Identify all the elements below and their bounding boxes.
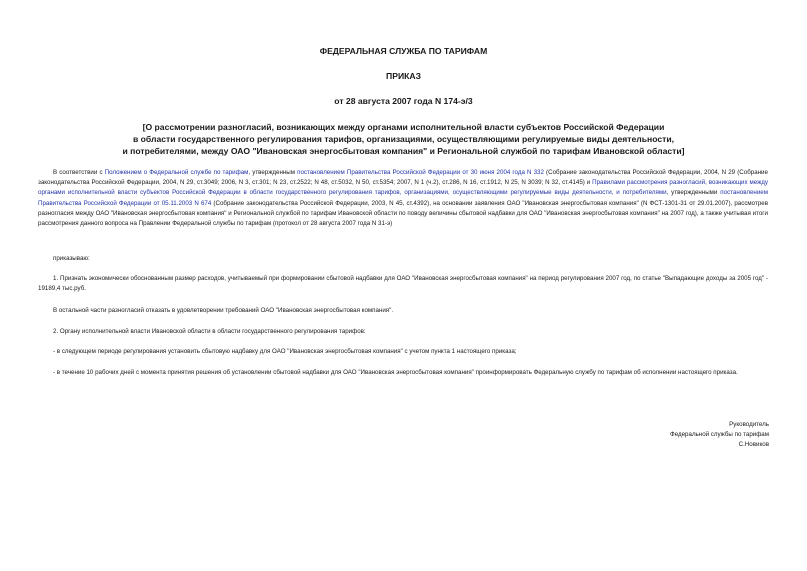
preamble-paragraph (38, 168, 768, 229)
preamble-text: В соответствии с (53, 169, 105, 176)
signature-name: С.Новиков (738, 441, 769, 449)
document-type: ПРИКАЗ (386, 71, 421, 81)
signature-position: Руководитель (729, 421, 769, 428)
item-2-subpoint-2: - в течение 10 рабочих дней с момента принятия решения об установлении сбытовой надбавки для ОАО "Ивановская энергосбытовая компания" проинформировать Федеральную службу по тарифам об исполнении настоящего приказа. (53, 369, 738, 376)
preamble-text: (Собрание законодательства Российской Федерации, 2004, N 29 (Собрание законодательства Российской Федерации, 2004, N 29, ст.3049; 2006, N 3, ст.301; N 23, ст.2522; N 48, ст.5032, N 50, ст.5354; 2007, N 1 (ч.2), ст.286, N 16, ст.1912, N 25, N 3039; N 32, ст.4145) и (38, 169, 768, 187)
preamble-text: , утвержденными (666, 189, 721, 197)
item-1-paragraph: 1. Признать экономически обоснованным размер расходов, учитываемый при формировании сбытовой надбавки для ОАО "Ивановская энергосбытовая компания" на период регулирования 2007 год, по статье "Выпадающие доходы за 2005 год" - 19189,4 тыс.руб. (38, 275, 768, 293)
title-line: в области государственного регулирования тарифов, организациями, осуществляющими регулируемые виды деятельности, (132, 134, 675, 144)
item-1-refusal-paragraph: В остальной части разногласий отказать в удовлетворении требований ОАО "Ивановская энергосбытовая компания". (53, 307, 394, 314)
signature-organization: Федеральной службы по тарифам (670, 431, 769, 439)
title-line: и потребителями, между ОАО "Ивановская энергосбытовая компания" и Региональной службой по тарифам Ивановской области] (122, 146, 685, 156)
link-fst-regulation[interactable]: Положением о Федеральной службе по тарифам (104, 169, 249, 176)
document-date-number: от 28 августа 2007 года N 174-э/3 (334, 96, 473, 106)
signature-block (670, 420, 769, 451)
link-disagreement-rules[interactable]: Правилами рассмотрения разногласий, возникающих между органами исполнительной власти субъектов Российской Федерации в области государственного регулирования тарифов, организациями, осуществляющими регулируемые виды деятельности, и потребителями (38, 179, 768, 197)
item-2-subpoint-1: - в следующем периоде регулирования установить сбытовую надбавку для ОАО "Ивановская энергосбытовая компания" с учетом пункта 1 настоящего приказа; (53, 348, 517, 355)
link-government-decree-674[interactable]: постановлением Правительства Российской Федерации от 05.11.2003 N 674 (38, 189, 768, 207)
link-government-decree-332[interactable]: постановлением Правительства Российской Федерации от 30 июня 2004 года N 332 (297, 169, 544, 176)
item-2-paragraph: 2. Органу исполнительной власти Ивановской области в области государственного регулирования тарифов: (53, 328, 366, 335)
title-line: [О рассмотрении разногласий, возникающих между органами исполнительной власти субъектов Российской Федерации (142, 122, 665, 132)
order-word: приказываю: (53, 255, 90, 262)
preamble-text: , утвержденным (248, 169, 298, 176)
preamble-text: (Собрание законодательства Российской Федерации, 2003, N 45, ст.4392), на основании заявления ОАО "Ивановская энергосбытовая компания" (N ФСТ-1301-31 от 29.01.2007), рассмотрев разногласия между ОАО "Ивановская энергосбытовая компания" и Региональной службой по тарифам Ивановской области по поводу величины сбытовой надбавки для ОАО "Ивановская энергосбытовая компания" на 2007 год), а также учитывая итоги рассмотрения данного вопроса на Правлении Федеральной службы по тарифам (протокол от 28 августа 2007 года N 31-э) (38, 199, 768, 228)
document-title (0, 121, 807, 157)
agency-name: ФЕДЕРАЛЬНАЯ СЛУЖБА ПО ТАРИФАМ (319, 46, 488, 56)
